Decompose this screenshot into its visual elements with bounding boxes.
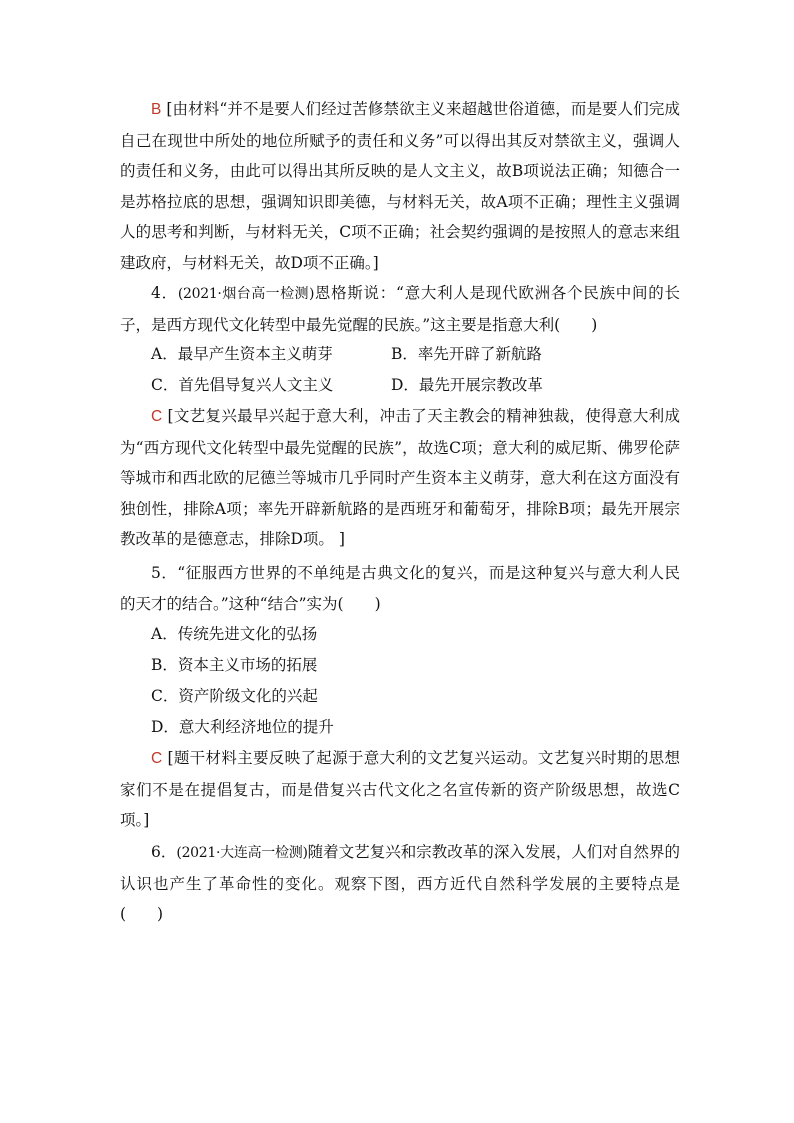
- answer-letter: C: [151, 750, 163, 767]
- question-number: 5．: [151, 564, 178, 582]
- question-stem: 恩格斯说：“意大利人是现代欧洲各个民族中间的长子，是西方现代文化转型中最先觉醒的民族。”这主要是指意大利( ): [120, 284, 680, 334]
- answer-text: [题干材料主要反映了起源于意大利的文艺复兴运动。文艺复兴时期的思想家们不是在提倡复古，而是借复兴古代文化之名宣传新的资产阶级思想，故选C项。]: [120, 749, 680, 829]
- q4-options-row-2: [151, 370, 681, 401]
- question-number: 4．: [151, 284, 178, 302]
- q4-options-row-1: [151, 339, 681, 370]
- answer-text: [文艺复兴最早兴起于意大利，冲击了天主教会的精神独裁，使得意大利成为“西方现代文化转型中最先觉醒的民族”，故选C项；意大利的威尼斯、佛罗伦萨等城市和西北欧的尼德兰等城市几乎同时产生资本主义萌芽，意大利在这方面没有独创性，排除A项；率先开辟新航路的是西班牙和葡萄牙，排除B项；最先开展宗教改革的是德意志，排除D项。 ]: [120, 407, 680, 548]
- question-stem: “征服西方世界的不单纯是古典文化的复兴，而是这种复兴与意大利人民的天才的结合。”这种“结合”实为( ): [120, 564, 680, 613]
- answer-explanation-q4: [120, 401, 680, 555]
- answer-text: [由材料“并不是要人们经过苦修禁欲主义来超越世俗道德，而是要人们完成自己在现世中所处的地位所赋予的责任和义务”可以得出其反对禁欲主义，强调人的责任和义务，由此可以得出其所反映的是人文主义，故B项说法正确；知德合一是苏格拉底的思想，强调知识即美德，与材料无关，故A项不正确；理性主义强调人的思考和判断，与材料无关，C项不正确；社会契约强调的是按照人的意志来组建政府，与材料无关，故D项不正确。]: [120, 100, 680, 272]
- question-number: 6．: [151, 843, 177, 861]
- answer-letter: B: [151, 101, 162, 118]
- option-a: A．最早产生资本主义萌芽: [151, 345, 333, 363]
- option-b: B．率先开辟了新航路: [391, 345, 542, 363]
- q5-option-b: B．资本主义市场的拓展: [151, 656, 318, 674]
- question-stem: 随着文艺复兴和宗教改革的深入发展，人们对自然界的认识也产生了革命性的变化。观察下图，西方近代自然科学发展的主要特点是( ): [120, 843, 680, 923]
- option-c: C．首先倡导复兴人文主义: [151, 376, 334, 394]
- answer-explanation-q3: [120, 94, 680, 278]
- answer-explanation-q5: [120, 743, 680, 836]
- question-4: [120, 278, 680, 340]
- question-source: (2021·大连高一检测): [176, 845, 308, 861]
- q5-option-c: C．资产阶级文化的兴起: [151, 687, 318, 705]
- question-5: [120, 558, 680, 619]
- question-source: (2021·烟台高一检测): [177, 286, 315, 302]
- question-6: [120, 837, 680, 930]
- q5-option-a: A．传统先进文化的弘扬: [151, 625, 318, 643]
- option-d: D．最先开展宗教改革: [391, 376, 543, 394]
- answer-letter: C: [151, 408, 163, 425]
- q5-option-d: D．意大利经济地位的提升: [151, 718, 334, 736]
